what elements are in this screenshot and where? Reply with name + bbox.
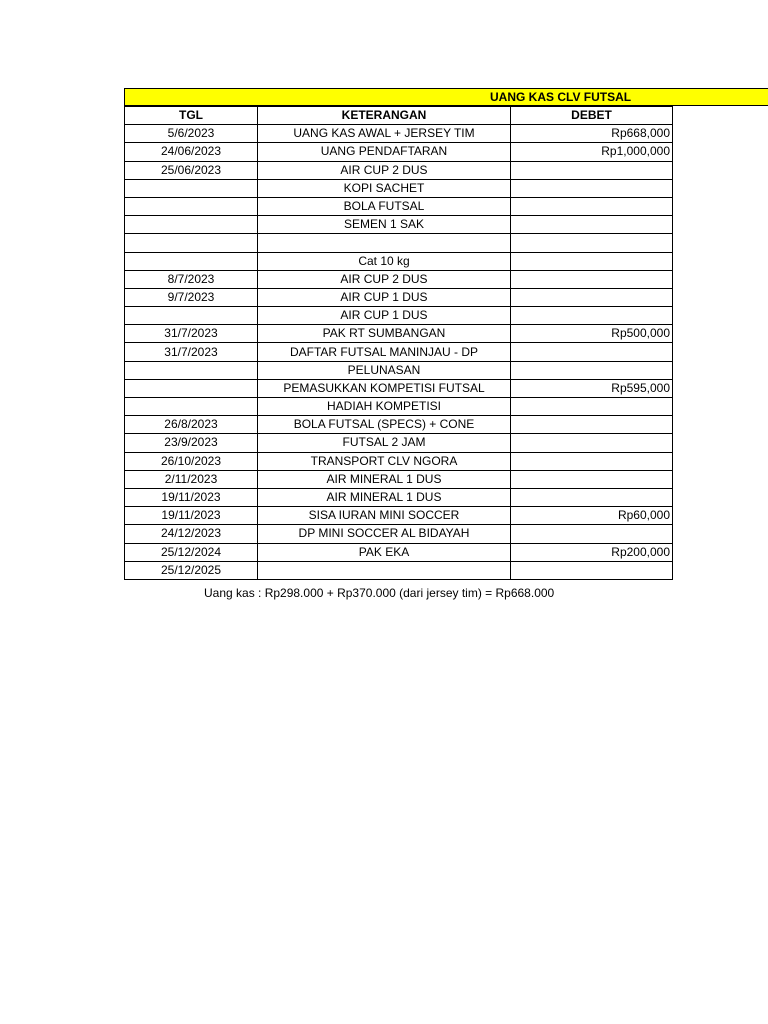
sheet-title: UANG KAS CLV FUTSAL (490, 90, 632, 104)
cell-debet[interactable] (511, 470, 673, 488)
table-row (125, 216, 673, 234)
cell-keterangan[interactable]: DAFTAR FUTSAL MANINJAU - DP (258, 343, 511, 361)
cell-tgl[interactable]: 25/12/2025 (125, 561, 258, 579)
cell-keterangan[interactable]: PAK EKA (258, 543, 511, 561)
header-tgl: TGL (125, 107, 258, 125)
cell-debet[interactable] (511, 434, 673, 452)
cell-keterangan[interactable]: AIR MINERAL 1 DUS (258, 488, 511, 506)
cell-tgl[interactable] (125, 234, 258, 252)
cell-tgl[interactable]: 25/12/2024 (125, 543, 258, 561)
cell-tgl[interactable]: 8/7/2023 (125, 270, 258, 288)
cell-tgl[interactable]: 31/7/2023 (125, 325, 258, 343)
cell-debet[interactable]: Rp500,000 (511, 325, 673, 343)
cell-tgl[interactable] (125, 398, 258, 416)
table-row (125, 125, 673, 143)
table-row (125, 561, 673, 579)
cell-debet[interactable]: Rp200,000 (511, 543, 673, 561)
table-row (125, 488, 673, 506)
cell-keterangan[interactable]: BOLA FUTSAL (258, 197, 511, 215)
cell-tgl[interactable] (125, 361, 258, 379)
cell-tgl[interactable]: 26/8/2023 (125, 416, 258, 434)
ledger-body (125, 125, 673, 580)
cell-keterangan[interactable]: PAK RT SUMBANGAN (258, 325, 511, 343)
cell-keterangan[interactable]: PEMASUKKAN KOMPETISI FUTSAL (258, 379, 511, 397)
cell-debet[interactable] (511, 343, 673, 361)
cell-debet[interactable] (511, 252, 673, 270)
table-row (125, 179, 673, 197)
cell-tgl[interactable]: 31/7/2023 (125, 343, 258, 361)
cell-tgl[interactable] (125, 379, 258, 397)
cell-tgl[interactable]: 9/7/2023 (125, 288, 258, 306)
table-row (125, 507, 673, 525)
header-debet: DEBET (511, 107, 673, 125)
cell-keterangan[interactable]: SEMEN 1 SAK (258, 216, 511, 234)
cell-tgl[interactable]: 26/10/2023 (125, 452, 258, 470)
cell-debet[interactable] (511, 288, 673, 306)
table-row (125, 470, 673, 488)
table-row (125, 398, 673, 416)
cell-tgl[interactable] (125, 307, 258, 325)
cell-tgl[interactable] (125, 179, 258, 197)
cell-tgl[interactable]: 19/11/2023 (125, 488, 258, 506)
cell-keterangan[interactable]: KOPI SACHET (258, 179, 511, 197)
cell-tgl[interactable]: 2/11/2023 (125, 470, 258, 488)
cell-debet[interactable] (511, 216, 673, 234)
cell-tgl[interactable]: 19/11/2023 (125, 507, 258, 525)
ledger-table (124, 106, 673, 580)
cell-keterangan[interactable]: FUTSAL 2 JAM (258, 434, 511, 452)
cell-keterangan[interactable]: Cat 10 kg (258, 252, 511, 270)
table-row (125, 525, 673, 543)
cell-debet[interactable]: Rp1,000,000 (511, 143, 673, 161)
header-row (125, 107, 673, 125)
cell-keterangan[interactable]: AIR CUP 2 DUS (258, 161, 511, 179)
table-row (125, 434, 673, 452)
table-row (125, 307, 673, 325)
cell-debet[interactable] (511, 488, 673, 506)
cell-keterangan[interactable]: DP MINI SOCCER AL BIDAYAH (258, 525, 511, 543)
cell-debet[interactable] (511, 416, 673, 434)
cell-debet[interactable] (511, 270, 673, 288)
cell-keterangan[interactable]: AIR MINERAL 1 DUS (258, 470, 511, 488)
table-row (125, 161, 673, 179)
cell-keterangan[interactable]: UANG PENDAFTARAN (258, 143, 511, 161)
table-row (125, 361, 673, 379)
table-row (125, 288, 673, 306)
cell-keterangan[interactable]: UANG KAS AWAL + JERSEY TIM (258, 125, 511, 143)
footnote: Uang kas : Rp298.000 + Rp370.000 (dari jersey tim) = Rp668.000 (204, 586, 555, 600)
cell-debet[interactable] (511, 234, 673, 252)
table-row (125, 270, 673, 288)
cell-tgl[interactable] (125, 197, 258, 215)
cell-keterangan[interactable]: AIR CUP 1 DUS (258, 288, 511, 306)
cell-keterangan[interactable]: HADIAH KOMPETISI (258, 398, 511, 416)
cell-tgl[interactable] (125, 252, 258, 270)
title-band (124, 88, 768, 106)
cell-keterangan[interactable]: AIR CUP 1 DUS (258, 307, 511, 325)
cell-debet[interactable] (511, 525, 673, 543)
cell-keterangan[interactable]: SISA IURAN MINI SOCCER (258, 507, 511, 525)
table-row (125, 452, 673, 470)
cell-debet[interactable] (511, 398, 673, 416)
cell-debet[interactable] (511, 161, 673, 179)
table-row (125, 252, 673, 270)
cell-keterangan[interactable]: PELUNASAN (258, 361, 511, 379)
cell-keterangan[interactable]: AIR CUP 2 DUS (258, 270, 511, 288)
table-row (125, 234, 673, 252)
cell-keterangan[interactable]: TRANSPORT CLV NGORA (258, 452, 511, 470)
cell-debet[interactable] (511, 452, 673, 470)
cell-debet[interactable] (511, 561, 673, 579)
table-row (125, 143, 673, 161)
cell-debet[interactable] (511, 197, 673, 215)
cell-tgl[interactable] (125, 216, 258, 234)
cell-tgl[interactable]: 23/9/2023 (125, 434, 258, 452)
cell-debet[interactable] (511, 179, 673, 197)
table-row (125, 197, 673, 215)
cell-debet[interactable] (511, 307, 673, 325)
table-row (125, 416, 673, 434)
cell-keterangan[interactable] (258, 561, 511, 579)
cell-keterangan[interactable]: BOLA FUTSAL (SPECS) + CONE (258, 416, 511, 434)
cell-tgl[interactable]: 5/6/2023 (125, 125, 258, 143)
cell-debet[interactable]: Rp595,000 (511, 379, 673, 397)
table-row (125, 543, 673, 561)
cell-debet[interactable]: Rp60,000 (511, 507, 673, 525)
cell-debet[interactable] (511, 361, 673, 379)
table-row (125, 325, 673, 343)
cell-debet[interactable]: Rp668,000 (511, 125, 673, 143)
cell-keterangan[interactable] (258, 234, 511, 252)
table-row (125, 379, 673, 397)
cell-tgl[interactable]: 25/06/2023 (125, 161, 258, 179)
cell-tgl[interactable]: 24/12/2023 (125, 525, 258, 543)
table-row (125, 343, 673, 361)
cell-tgl[interactable]: 24/06/2023 (125, 143, 258, 161)
header-keterangan: KETERANGAN (258, 107, 511, 125)
